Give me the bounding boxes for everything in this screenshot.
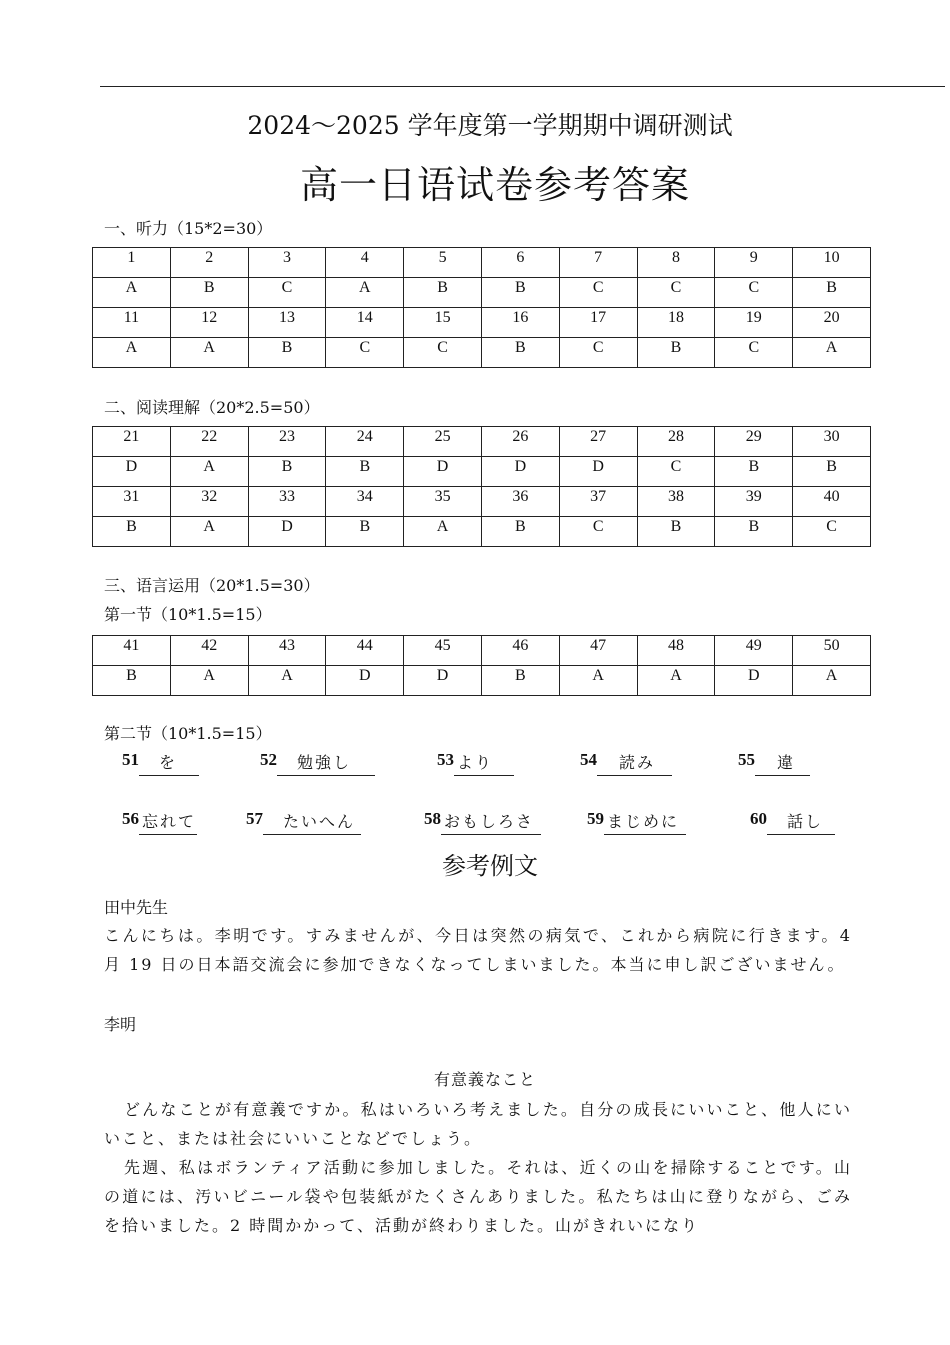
answer-cell: C: [559, 517, 637, 547]
blank-51: [122, 750, 199, 776]
answer-cell: D: [559, 457, 637, 487]
answer-cell: C: [637, 457, 715, 487]
essay-title: 有意義なこと: [433, 1070, 536, 1089]
answer-cell: C: [637, 278, 715, 308]
question-number-row: [93, 427, 871, 457]
letter-body: こんにちは。李明です。すみませんが、今日は突然の病気で、これから病院に行きます。4 月 19 日の日本語交流会に参加できなくなってしまいました。本当に申し訳ございません。: [104, 926, 852, 974]
reading-answer-table: [92, 426, 871, 547]
essay-paragraph-2: 先週、私はボランティア活動に参加しました。それは、近くの山を掃除することです。山の道には、汚いビニール袋や包装紙がたくさんありました。私たちは山に登りながら、ごみを拾いました。2 時間かかって、活動が終わりました。山がきれいになり: [104, 1158, 852, 1235]
section-reading-title: 二、阅读理解（20*2.5=50）: [104, 398, 320, 417]
question-number-cell: 29: [715, 427, 793, 457]
answer-cell: D: [93, 457, 171, 487]
question-number-cell: 43: [248, 636, 326, 666]
question-number-cell: 35: [404, 487, 482, 517]
answer-cell: A: [248, 666, 326, 696]
answer-cell: A: [404, 517, 482, 547]
blank-number: 58: [424, 809, 441, 828]
answer-cell: B: [326, 517, 404, 547]
answer-cell: A: [170, 666, 248, 696]
question-number-cell: 3: [248, 248, 326, 278]
answer-cell: A: [326, 278, 404, 308]
blank-answer: 話し: [767, 809, 835, 835]
question-number-cell: 44: [326, 636, 404, 666]
answer-cell: D: [715, 666, 793, 696]
question-number-cell: 25: [404, 427, 482, 457]
answer-row: [93, 278, 871, 308]
answer-cell: A: [170, 457, 248, 487]
answer-row: [93, 457, 871, 487]
answer-row: [93, 517, 871, 547]
blank-answer: 読み: [597, 750, 672, 776]
blank-answer: 忘れて: [139, 809, 197, 835]
answer-cell: A: [559, 666, 637, 696]
question-number-cell: 49: [715, 636, 793, 666]
blank-57: [246, 809, 361, 835]
answer-cell: C: [559, 278, 637, 308]
blank-answer: たいへん: [263, 809, 361, 835]
answer-cell: B: [481, 338, 559, 368]
question-number-cell: 31: [93, 487, 171, 517]
answer-cell: C: [404, 338, 482, 368]
blank-answer: まじめに: [604, 809, 686, 835]
answer-cell: D: [404, 457, 482, 487]
section-listening-title: 一、听力（15*2=30）: [104, 219, 273, 238]
blank-number: 54: [580, 750, 597, 769]
question-number-cell: 20: [793, 308, 871, 338]
question-number-row: [93, 487, 871, 517]
blank-number: 55: [738, 750, 755, 769]
section-language-title: 三、语言运用（20*1.5=30）: [104, 576, 320, 595]
question-number-cell: 16: [481, 308, 559, 338]
answer-cell: B: [481, 666, 559, 696]
question-number-cell: 45: [404, 636, 482, 666]
question-number-cell: 36: [481, 487, 559, 517]
answer-cell: B: [481, 278, 559, 308]
answer-cell: B: [715, 457, 793, 487]
question-number-cell: 13: [248, 308, 326, 338]
answer-cell: D: [248, 517, 326, 547]
question-number-cell: 6: [481, 248, 559, 278]
language-part1-answer-table: [92, 635, 871, 696]
question-number-row: [93, 308, 871, 338]
question-number-cell: 10: [793, 248, 871, 278]
question-number-cell: 12: [170, 308, 248, 338]
answer-cell: D: [404, 666, 482, 696]
answer-cell: D: [326, 666, 404, 696]
blank-58: [424, 809, 541, 835]
question-number-cell: 46: [481, 636, 559, 666]
question-number-cell: 18: [637, 308, 715, 338]
question-number-cell: 34: [326, 487, 404, 517]
question-number-cell: 38: [637, 487, 715, 517]
question-number-cell: 8: [637, 248, 715, 278]
answer-cell: C: [715, 278, 793, 308]
question-number-cell: 14: [326, 308, 404, 338]
blank-answer: を: [139, 750, 199, 776]
question-number-cell: 24: [326, 427, 404, 457]
question-number-cell: 39: [715, 487, 793, 517]
answer-cell: B: [637, 338, 715, 368]
blank-answer: 違: [755, 750, 810, 776]
answer-cell: A: [637, 666, 715, 696]
question-number-cell: 41: [93, 636, 171, 666]
answer-row: [93, 338, 871, 368]
letter-sender: 李明: [104, 1015, 137, 1034]
blank-answer: 勉強し: [277, 750, 375, 776]
answer-cell: C: [793, 517, 871, 547]
question-number-row: [93, 636, 871, 666]
question-number-cell: 50: [793, 636, 871, 666]
blank-54: [580, 750, 672, 776]
question-number-cell: 40: [793, 487, 871, 517]
question-number-row: [93, 248, 871, 278]
blank-number: 52: [260, 750, 277, 769]
answer-cell: B: [481, 517, 559, 547]
answer-cell: A: [793, 338, 871, 368]
part2-title: 第二节（10*1.5=15）: [104, 724, 272, 743]
answer-cell: C: [559, 338, 637, 368]
answer-cell: C: [248, 278, 326, 308]
answer-cell: B: [248, 457, 326, 487]
answer-cell: D: [481, 457, 559, 487]
question-number-cell: 11: [93, 308, 171, 338]
question-number-cell: 26: [481, 427, 559, 457]
answer-cell: B: [793, 457, 871, 487]
question-number-cell: 4: [326, 248, 404, 278]
answer-cell: B: [404, 278, 482, 308]
question-number-cell: 2: [170, 248, 248, 278]
blank-55: [738, 750, 810, 776]
answer-cell: A: [170, 517, 248, 547]
sample-heading: 参考例文: [442, 852, 538, 880]
answer-cell: B: [326, 457, 404, 487]
question-number-cell: 15: [404, 308, 482, 338]
question-number-cell: 37: [559, 487, 637, 517]
question-number-cell: 19: [715, 308, 793, 338]
blank-number: 56: [122, 809, 139, 828]
answer-cell: B: [637, 517, 715, 547]
answer-cell: B: [93, 666, 171, 696]
blank-answer: より: [454, 750, 514, 776]
answer-cell: A: [93, 338, 171, 368]
blank-number: 60: [750, 809, 767, 828]
answer-key-title: 高一日语试卷参考答案: [299, 163, 690, 207]
question-number-cell: 33: [248, 487, 326, 517]
blank-60: [750, 809, 835, 835]
listening-answer-table: [92, 247, 871, 368]
question-number-cell: 22: [170, 427, 248, 457]
question-number-cell: 23: [248, 427, 326, 457]
part1-title: 第一节（10*1.5=15）: [104, 605, 272, 624]
question-number-cell: 7: [559, 248, 637, 278]
question-number-cell: 27: [559, 427, 637, 457]
question-number-cell: 9: [715, 248, 793, 278]
question-number-cell: 30: [793, 427, 871, 457]
blank-number: 59: [587, 809, 604, 828]
question-number-cell: 42: [170, 636, 248, 666]
answer-cell: B: [793, 278, 871, 308]
answer-cell: B: [715, 517, 793, 547]
answer-cell: B: [170, 278, 248, 308]
answer-row: [93, 666, 871, 696]
answer-cell: B: [248, 338, 326, 368]
letter-recipient: 田中先生: [104, 898, 169, 917]
answer-cell: C: [326, 338, 404, 368]
header-rule: [100, 86, 945, 87]
question-number-cell: 32: [170, 487, 248, 517]
blank-number: 51: [122, 750, 139, 769]
question-number-cell: 21: [93, 427, 171, 457]
question-number-cell: 48: [637, 636, 715, 666]
question-number-cell: 28: [637, 427, 715, 457]
question-number-cell: 17: [559, 308, 637, 338]
question-number-cell: 1: [93, 248, 171, 278]
blank-56: [122, 809, 197, 835]
answer-cell: B: [93, 517, 171, 547]
blank-number: 53: [437, 750, 454, 769]
blank-52: [260, 750, 375, 776]
essay-paragraph-1: どんなことが有意義ですか。私はいろいろ考えました。自分の成長にいいこと、他人にいいこと、または社会にいいことなどでしょう。: [104, 1100, 852, 1148]
blank-number: 57: [246, 809, 263, 828]
blank-59: [587, 809, 686, 835]
blank-53: [437, 750, 514, 776]
blank-answer: おもしろさ: [441, 809, 541, 835]
question-number-cell: 5: [404, 248, 482, 278]
question-number-cell: 47: [559, 636, 637, 666]
answer-cell: C: [715, 338, 793, 368]
answer-cell: A: [170, 338, 248, 368]
exam-title: 2024～2025 学年度第一学期期中调研测试: [247, 111, 733, 140]
answer-cell: A: [93, 278, 171, 308]
answer-cell: A: [793, 666, 871, 696]
